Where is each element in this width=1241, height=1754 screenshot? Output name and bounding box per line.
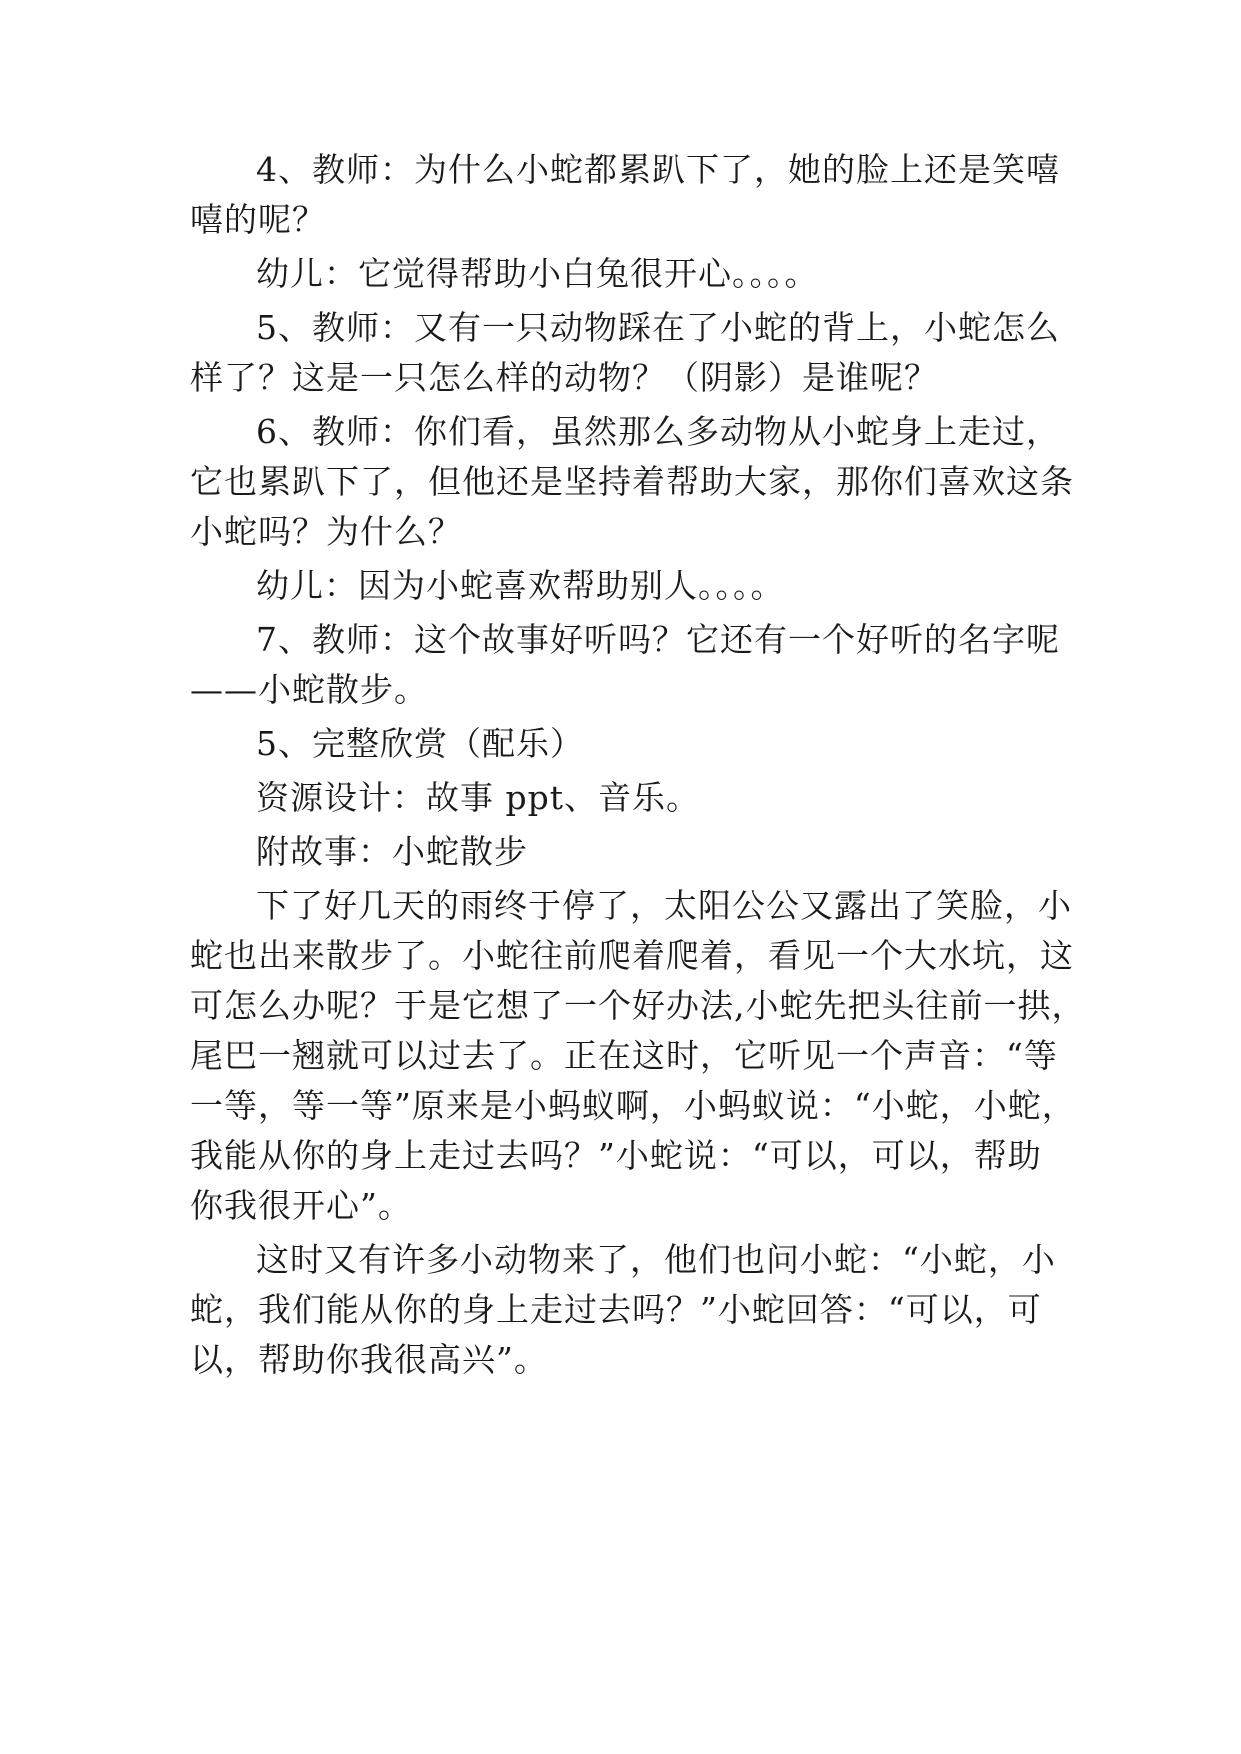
text-line: 6、教师：你们看，虽然那么多动物从小蛇身上走过，: [256, 412, 1060, 451]
text-line: 可怎么办呢？于是它想了一个好办法,小蛇先把头往前一拱，: [190, 986, 1086, 1025]
text-line: 附故事：小蛇散步: [256, 832, 528, 871]
text-line: 这时又有许多小动物来了，他们也问小蛇：“小蛇，小: [256, 1240, 1056, 1279]
text-line: 你我很开心”。: [190, 1186, 412, 1225]
text-line: 蛇，我们能从你的身上走过去吗？”小蛇回答：“可以，可: [190, 1290, 1042, 1329]
text-line: 我能从你的身上走过去吗？”小蛇说：“可以，可以，帮助: [190, 1136, 1042, 1175]
text-line: 5、教师：又有一只动物踩在了小蛇的背上，小蛇怎么: [256, 308, 1060, 347]
text-line: 资源设计：故事 ppt、音乐。: [256, 778, 700, 817]
text-line: 4、教师：为什么小蛇都累趴下了，她的脸上还是笑嘻: [256, 150, 1060, 189]
text-line: 5、完整欣赏（配乐）: [256, 724, 584, 763]
text-line: 样了？这是一只怎么样的动物？（阴影）是谁呢？: [190, 358, 938, 397]
text-line: 蛇也出来散步了。小蛇往前爬着爬着，看见一个大水坑，这: [190, 936, 1074, 975]
text-line: 嘻的呢？: [190, 200, 326, 239]
text-line: 它也累趴下了，但他还是坚持着帮助大家，那你们喜欢这条: [190, 462, 1074, 501]
text-line: 以，帮助你我很高兴”。: [190, 1340, 548, 1379]
text-line: 一等，等一等”原来是小蚂蚁啊，小蚂蚁说：“小蛇，小蛇，: [190, 1086, 1076, 1125]
text-line: 下了好几天的雨终于停了，太阳公公又露出了笑脸，小: [256, 886, 1072, 925]
text-line: 小蛇吗？为什么？: [190, 512, 462, 551]
text-line: ——小蛇散步。: [190, 670, 428, 709]
text-line: 7、教师：这个故事好听吗？它还有一个好听的名字呢: [256, 620, 1060, 659]
text-line: 幼儿：因为小蛇喜欢帮助别人。。。。: [256, 566, 785, 605]
text-line: 尾巴一翘就可以过去了。正在这时，它听见一个声音：“等: [190, 1036, 1058, 1075]
text-line: 幼儿：它觉得帮助小白兔很开心。。。。: [256, 254, 819, 293]
